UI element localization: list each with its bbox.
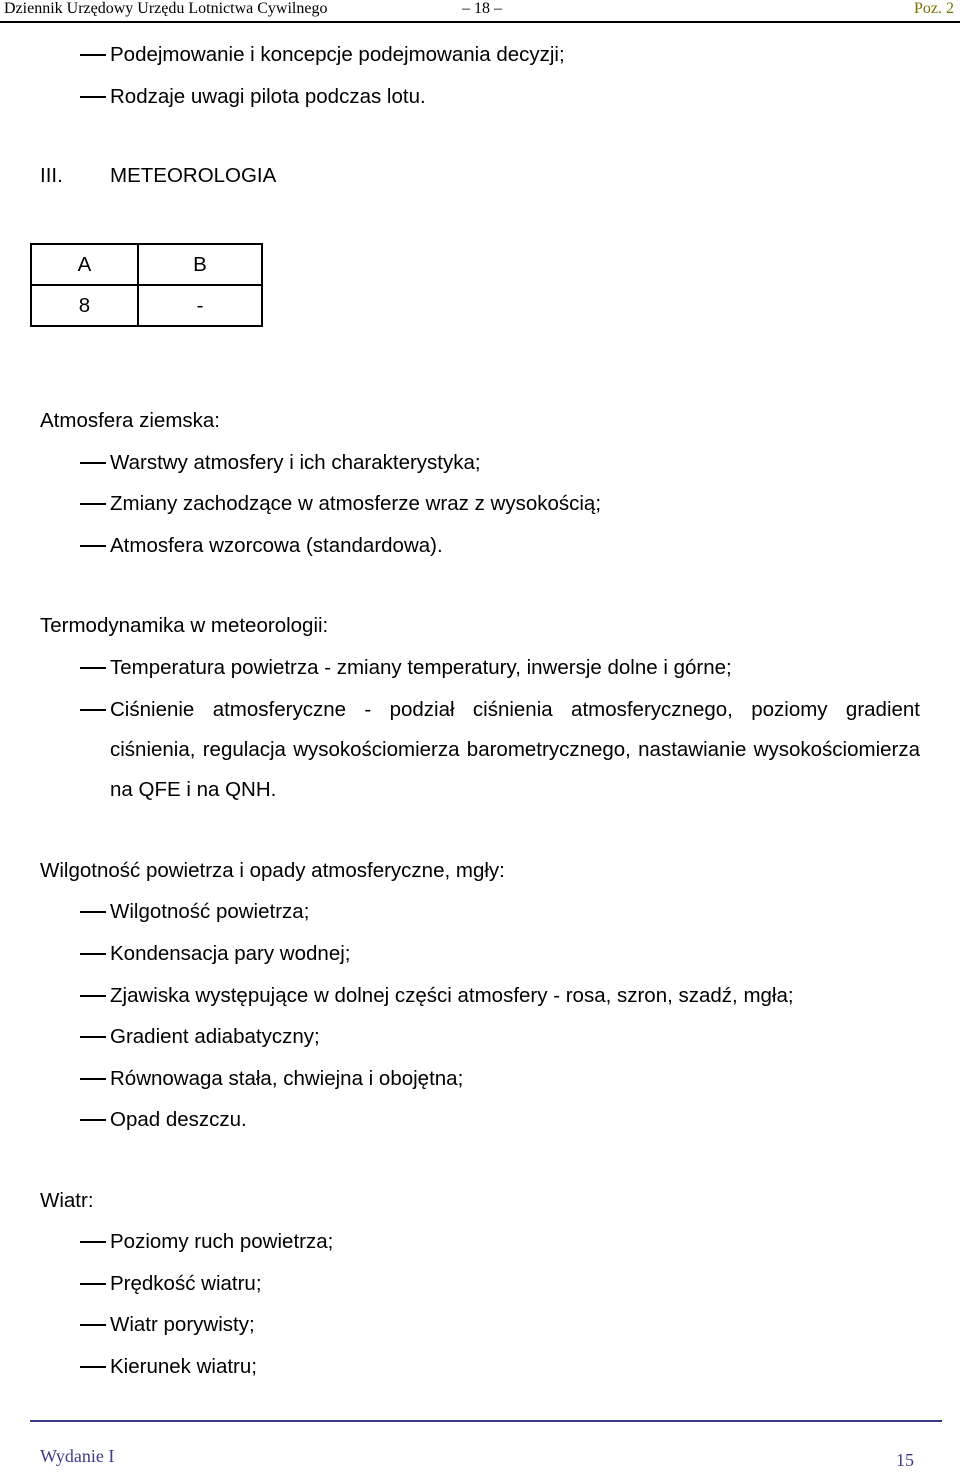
- list-item: [80, 892, 920, 932]
- list-item-text: Gradient adiabatyczny;: [110, 1025, 320, 1048]
- dash-bullet: [80, 1324, 106, 1326]
- table-header-row: [31, 244, 262, 285]
- table-header-cell: B: [138, 244, 262, 285]
- group-heading: Termodynamika w meteorologii:: [40, 614, 329, 637]
- table-cell: 8: [31, 285, 138, 326]
- list-item: [80, 1264, 920, 1304]
- dash-bullet: [80, 709, 106, 711]
- list-item: [80, 443, 920, 483]
- list-item-text: Ciśnienie atmosferyczne - podział ciśnienia atmosferycznego, poziomy gradient ciśnienia, regulacja wysokościomierza barometrycznego, nastawianie wysokościomierza na QFE i na QNH.: [110, 698, 920, 801]
- section-title: METEOROLOGIA: [110, 164, 277, 187]
- list-item-text: Atmosfera wzorcowa (standardowa).: [110, 534, 443, 557]
- list-item: [80, 77, 920, 117]
- list-item-text: Kierunek wiatru;: [110, 1355, 257, 1378]
- list-item: [80, 690, 920, 810]
- list-item: [80, 1059, 920, 1099]
- hours-table: [30, 243, 263, 327]
- dash-bullet: [80, 54, 106, 56]
- dash-bullet: [80, 1283, 106, 1285]
- list-item-text: Opad deszczu.: [110, 1108, 247, 1131]
- list-item-text: Kondensacja pary wodnej;: [110, 942, 351, 965]
- dash-bullet: [80, 1241, 106, 1243]
- list-item-text: Prędkość wiatru;: [110, 1272, 262, 1295]
- section-number: III.: [40, 164, 63, 187]
- list-item-text: Temperatura powietrza - zmiany temperatury, inwersje dolne i górne;: [110, 656, 732, 679]
- table-cell: -: [138, 285, 262, 326]
- edition-label: Wydanie I: [40, 1446, 115, 1466]
- group-heading: Atmosfera ziemska:: [40, 409, 220, 432]
- header-divider: [0, 21, 960, 23]
- list-item: [80, 1305, 920, 1345]
- list-item-text: Równowaga stała, chwiejna i obojętna;: [110, 1067, 464, 1090]
- group-heading: Wiatr:: [40, 1189, 94, 1212]
- journal-title: Dziennik Urzędowy Urzędu Lotnictwa Cywilnego: [4, 0, 328, 17]
- footer-divider: [30, 1420, 942, 1422]
- list-item-text: Zmiany zachodzące w atmosferze wraz z wysokością;: [110, 492, 602, 515]
- list-item: [80, 526, 920, 566]
- dash-bullet: [80, 911, 106, 913]
- page-number: 15: [896, 1450, 914, 1470]
- table-row: [31, 285, 262, 326]
- list-item: [80, 1017, 920, 1057]
- list-item: [80, 934, 920, 974]
- list-item-text: Warstwy atmosfery i ich charakterystyka;: [110, 451, 481, 474]
- dash-bullet: [80, 995, 106, 997]
- list-item: [80, 484, 920, 524]
- header-page-number: – 18 –: [462, 0, 502, 17]
- dash-bullet: [80, 1036, 106, 1038]
- table-header-cell: A: [31, 244, 138, 285]
- dash-bullet: [80, 503, 106, 505]
- list-item-text: Podejmowanie i koncepcje podejmowania decyzji;: [110, 43, 565, 66]
- dash-bullet: [80, 667, 106, 669]
- list-item-text: Wiatr porywisty;: [110, 1313, 255, 1336]
- dash-bullet: [80, 462, 106, 464]
- list-item: [80, 1222, 920, 1262]
- list-item-text: Wilgotność powietrza;: [110, 900, 310, 923]
- list-item: [80, 976, 920, 1016]
- header-position: Poz. 2: [914, 0, 954, 17]
- dash-bullet: [80, 96, 106, 98]
- page-header: [0, 0, 960, 22]
- list-item: [80, 1347, 920, 1387]
- group-heading: Wilgotność powietrza i opady atmosferyczne, mgły:: [40, 859, 505, 882]
- dash-bullet: [80, 1078, 106, 1080]
- dash-bullet: [80, 545, 106, 547]
- dash-bullet: [80, 1119, 106, 1121]
- list-item-text: Zjawiska występujące w dolnej części atmosfery - rosa, szron, szadź, mgła;: [110, 984, 794, 1007]
- list-item-text: Rodzaje uwagi pilota podczas lotu.: [110, 85, 426, 108]
- dash-bullet: [80, 1366, 106, 1368]
- list-item: [80, 1100, 920, 1140]
- list-item-text: Poziomy ruch powietrza;: [110, 1230, 334, 1253]
- list-item: [80, 648, 920, 688]
- list-item: [80, 35, 920, 75]
- dash-bullet: [80, 953, 106, 955]
